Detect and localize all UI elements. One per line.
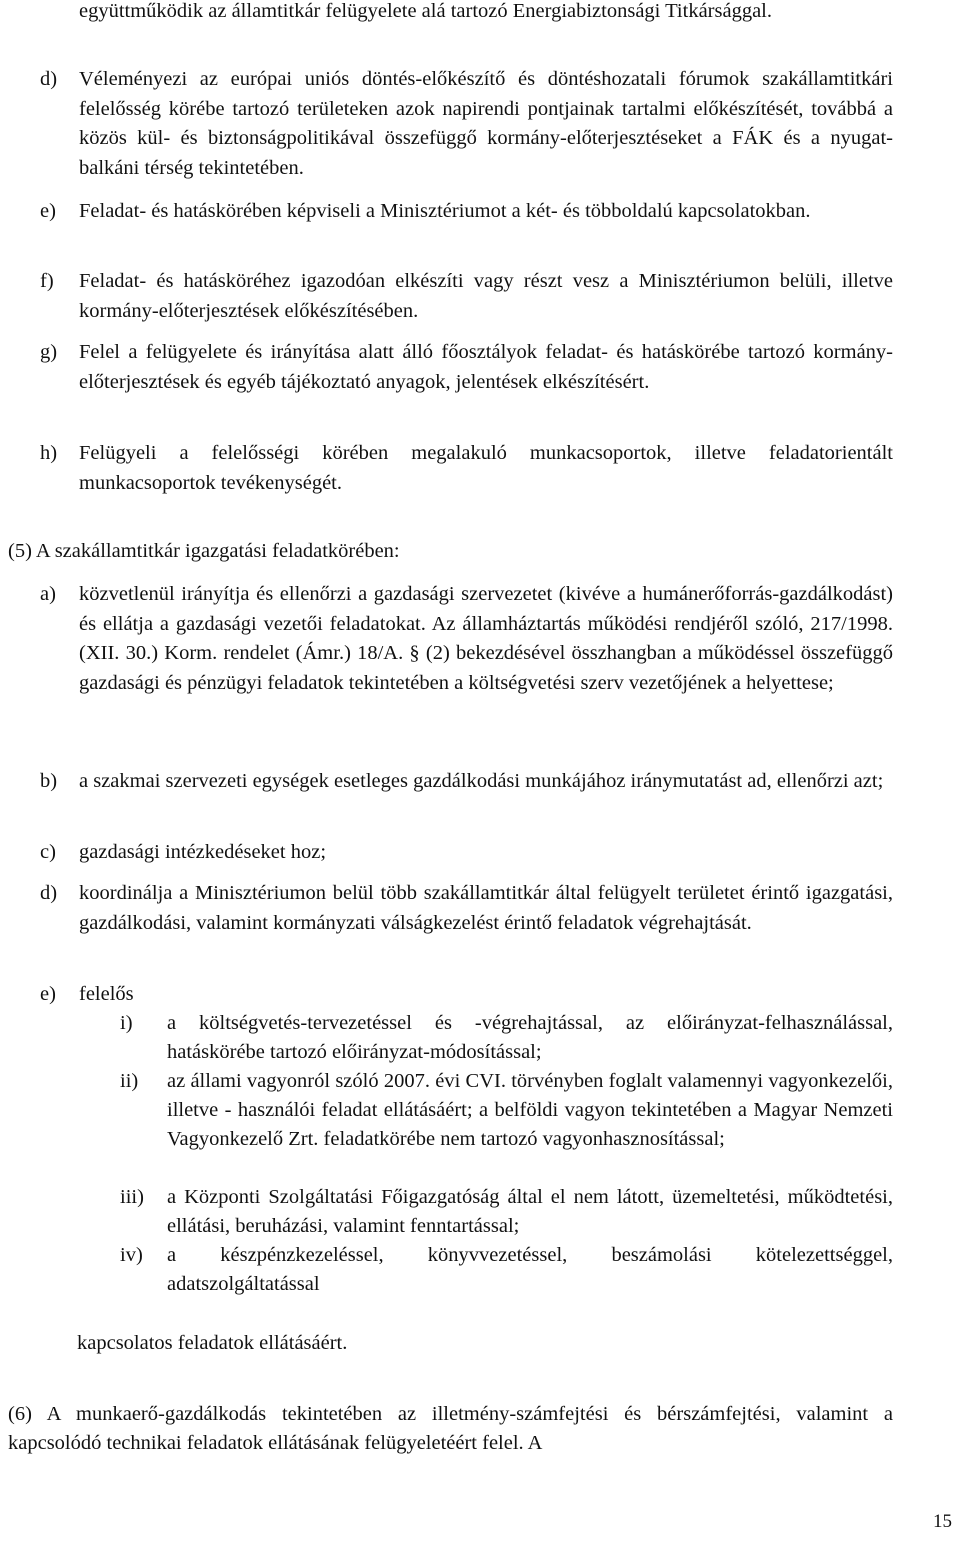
list-item-label: f) [40, 270, 54, 292]
list-item-h [40, 439, 893, 498]
sub-item-text: a Központi Szolgáltatási Főigazgatóság által el nem látott, üzemeltetési, működtetési, ellátási, beruházási, valamint fenntartással; [167, 1186, 893, 1237]
list-item-label: e) [40, 983, 56, 1005]
sub-item-label: iii) [120, 1186, 144, 1208]
section-5-item-c [40, 838, 893, 868]
list-item-g [40, 338, 893, 397]
section-5-heading: (5) A szakállamtitkár igazgatási feladatkörében: [8, 540, 400, 562]
list-item-label: a) [40, 583, 56, 605]
list-item-label: e) [40, 200, 56, 222]
sub-item-ii [120, 1067, 893, 1154]
list-item-label: d) [40, 68, 58, 90]
continued-item-text: együttműködik az államtitkár felügyelete alá tartozó Energiabiztonsági Titkársággal. [79, 0, 772, 22]
sub-item-iii [120, 1183, 893, 1241]
section-5-closing: kapcsolatos feladatok ellátásáért. [77, 1332, 348, 1354]
sub-item-text: az állami vagyonról szóló 2007. évi CVI. törvényben foglalt valamennyi vagyonkezelői, illetve - használói feladat ellátásáért; a belföldi vagyon tekintetében a Magyar Nemzeti Vagyonkezelő Zrt. feladatkörébe nem tartozó vagyonhasznosítással; [167, 1070, 893, 1150]
sub-item-label: i) [120, 1012, 133, 1034]
list-item-text: Feladat- és hatáskörében képviseli a Minisztériumot a két- és többoldalú kapcsolatokban. [79, 200, 811, 222]
section-5-item-e [40, 980, 893, 1010]
list-item-label: g) [40, 341, 58, 363]
list-item-text: Feladat- és hatásköréhez igazodóan elkészíti vagy részt vesz a Minisztériumon belüli, illetve kormány-előterjesztések előkészítésében. [79, 270, 893, 322]
list-item-text: közvetlenül irányítja és ellenőrzi a gazdasági szervezetet (kivéve a humánerőforrás-gazdálkodást) és ellátja a gazdasági vezetői feladatokat. Az államháztartás működési rendjéről szóló, 217/1998. (XII. 30.) Korm. rendelet (Ámr.) 18/A. § (2) bekezdésével összhangban a működéssel összefüggő gazdasági és pénzügyi feladatok tekintetében a költségvetési szerv vezetőjének a helyettese; [79, 583, 893, 694]
sub-item-iv [120, 1241, 893, 1299]
sub-item-label: iv) [120, 1244, 143, 1266]
sub-item-i [120, 1009, 893, 1067]
section-6-paragraph: (6) A munkaerő-gazdálkodás tekintetében az illetmény-számfejtési és bérszámfejtési, valamint a kapcsolódó technikai feladatok ellátásának felügyeletéért felel. A [8, 1403, 893, 1454]
list-item-e [40, 197, 893, 227]
list-item-text: Felügyeli a felelősségi körében megalakuló munkacsoportok, illetve feladatorientált munkacsoportok tevékenységét. [79, 442, 893, 494]
section-5-item-a [40, 580, 893, 698]
sub-item-text: a költségvetés-tervezetéssel és -végrehajtással, az előirányzat-felhasználással, hatáskörébe tartozó előirányzat-módosítással; [167, 1012, 893, 1063]
list-item-label: b) [40, 770, 58, 792]
continued-item [40, 0, 893, 27]
list-item-label: h) [40, 442, 58, 464]
page-number: 15 [933, 1511, 952, 1532]
sub-item-text: a készpénzkezeléssel, könyvvezetéssel, beszámolási kötelezettséggel, adatszolgáltatással [167, 1244, 893, 1295]
list-item-text: koordinálja a Minisztériumon belül több szakállamtitkár által felügyelt területet érintő igazgatási, gazdálkodási, valamint kormányzati válságkezelést érintő feladatok végrehajtását. [79, 882, 893, 934]
list-item-text: Véleményezi az európai uniós döntés-előkészítő és döntéshozatali fórumok szakállamtitkári felelősség körébe tartozó területeken azok napirendi pontjainak tartalmi előkészítését, továbbá a közös kül- és biztonságpolitikával összefüggő kormány-előterjesztéseket a FÁK és a nyugat-balkáni térség tekintetében. [79, 68, 893, 179]
list-item-d [40, 65, 893, 183]
list-item-f [40, 267, 893, 326]
section-5-item-d [40, 879, 893, 938]
list-item-label: c) [40, 841, 56, 863]
list-item-label: d) [40, 882, 58, 904]
list-item-text: Felel a felügyelete és irányítása alatt álló főosztályok feladat- és hatáskörébe tartozó kormány-előterjesztések és egyéb tájékoztató anyagok, jelentések elkészítésért. [79, 341, 893, 393]
sub-item-label: ii) [120, 1070, 139, 1092]
list-item-text: gazdasági intézkedéseket hoz; [79, 841, 327, 863]
section-5-item-b [40, 767, 893, 797]
list-item-text: felelős [79, 983, 134, 1005]
list-item-text: a szakmai szervezeti egységek esetleges gazdálkodási munkájához iránymutatást ad, ellenőrzi azt; [79, 770, 884, 792]
